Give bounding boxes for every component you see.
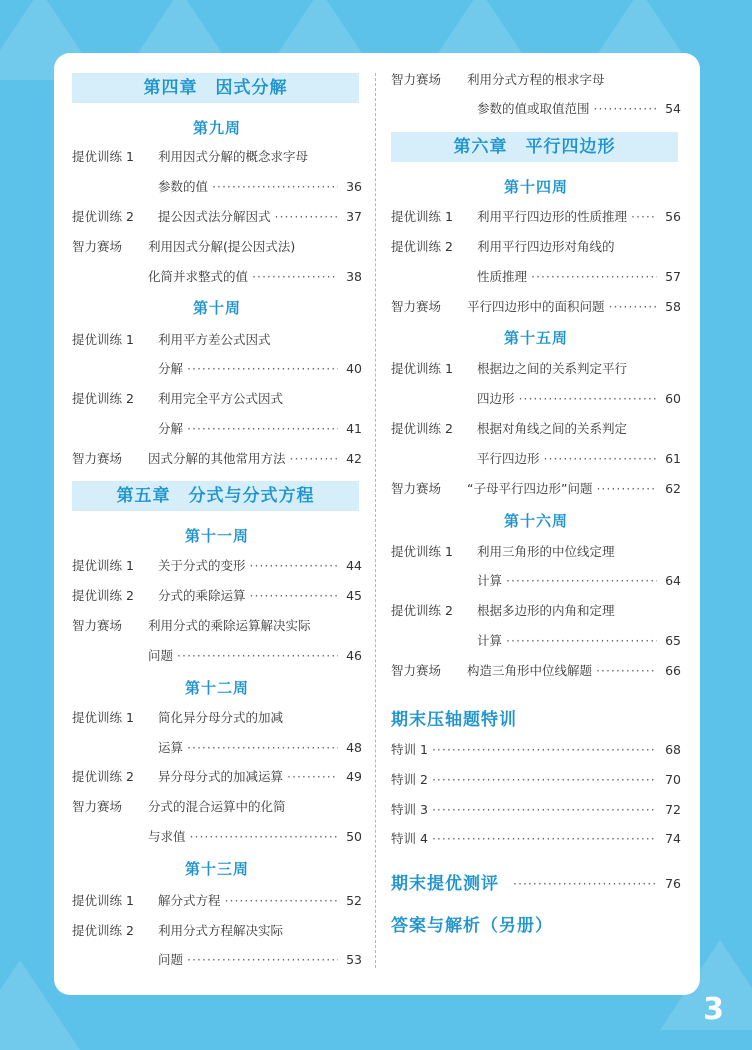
toc-entry-continued[interactable] <box>391 571 681 591</box>
entry-title-cont: 计算 <box>477 633 503 648</box>
toc-entry[interactable] <box>72 389 362 409</box>
leader-dots <box>544 449 657 469</box>
entry-title: 简化异分母分式的加减 <box>158 710 284 725</box>
leader-dots <box>531 267 657 287</box>
toc-entry-continued[interactable] <box>391 449 681 469</box>
toc-entry[interactable] <box>72 556 362 576</box>
entry-label: 提优训练 1 <box>72 710 134 725</box>
entry-title: 异分母分式的加减运算 <box>158 769 284 784</box>
page-number: 45 <box>346 588 362 603</box>
entry-label: 智力赛场 <box>72 618 123 633</box>
leader-dots <box>250 586 338 606</box>
entry-label: 智力赛场 <box>391 72 442 87</box>
entry-title: 利用因式分解(提公因式法) <box>148 239 296 254</box>
page-number: 68 <box>665 742 681 757</box>
entry-title: 利用分式的乘除运算解决实际 <box>148 618 311 633</box>
toc-entry[interactable] <box>72 207 362 227</box>
page-number: 53 <box>346 952 362 967</box>
entry-label: 提优训练 2 <box>72 209 134 224</box>
entry-label: 特训 2 <box>391 772 428 787</box>
final-exam-entry[interactable] <box>391 871 681 897</box>
leader-dots <box>596 479 657 499</box>
toc-entry-continued[interactable] <box>72 950 362 970</box>
final-exam-heading: 期末提优测评 <box>391 874 499 894</box>
entry-title: 利用三角形的中位线定理 <box>477 544 615 559</box>
toc-entry[interactable] <box>391 70 681 90</box>
page-number: 36 <box>346 179 362 194</box>
leader-dots <box>506 571 657 591</box>
leader-dots <box>432 800 657 820</box>
entry-title: 利用平行四边形的性质推理 <box>477 209 628 224</box>
chapter-5-heading[interactable]: 第五章 分式与分式方程 <box>72 481 359 511</box>
leader-dots <box>290 449 338 469</box>
toc-entry-continued[interactable] <box>72 419 362 439</box>
week-9-heading: 第九周 <box>192 119 241 137</box>
entry-title-cont: 参数的值或取值范围 <box>477 101 590 116</box>
toc-entry[interactable] <box>72 708 362 728</box>
entry-title: 分式的乘除运算 <box>158 588 246 603</box>
entry-label: 特训 3 <box>391 802 428 817</box>
toc-entry-continued[interactable] <box>72 738 362 758</box>
page-number: 48 <box>346 740 362 755</box>
toc-entry[interactable] <box>72 767 362 787</box>
entry-label: 提优训练 1 <box>72 558 134 573</box>
entry-label: 提优训练 2 <box>72 769 134 784</box>
training-entry[interactable] <box>391 740 681 760</box>
leader-dots <box>187 359 338 379</box>
entry-label: 提优训练 2 <box>391 239 453 254</box>
entry-label: 智力赛场 <box>391 481 442 496</box>
page-number: 50 <box>346 829 362 844</box>
entry-title: “子母平行四边形”问题 <box>467 481 593 496</box>
leader-dots <box>177 646 338 666</box>
page-number: 62 <box>665 481 681 496</box>
leader-dots <box>225 891 338 911</box>
leader-dots <box>609 297 657 317</box>
entry-label: 提优训练 1 <box>391 361 453 376</box>
entry-label: 提优训练 1 <box>72 893 134 908</box>
entry-label: 提优训练 2 <box>72 391 134 406</box>
leader-dots <box>432 829 657 849</box>
toc-entry[interactable] <box>72 921 362 941</box>
leader-dots <box>513 871 657 897</box>
toc-entry-continued[interactable] <box>391 99 681 119</box>
entry-title-cont: 平行四边形 <box>477 451 540 466</box>
page-number: 40 <box>346 361 362 376</box>
entry-title: 构造三角形中位线解题 <box>467 663 593 678</box>
page-number: 46 <box>346 648 362 663</box>
leader-dots <box>187 950 338 970</box>
toc-card <box>54 53 700 995</box>
toc-entry[interactable] <box>72 330 362 350</box>
toc-entry[interactable] <box>72 891 362 911</box>
toc-entry[interactable] <box>72 797 362 817</box>
entry-title-cont: 计算 <box>477 573 503 588</box>
entry-label: 提优训练 2 <box>72 588 134 603</box>
entry-title-cont: 性质推理 <box>477 269 528 284</box>
toc-entry[interactable] <box>72 586 362 606</box>
leader-dots <box>275 207 338 227</box>
entry-label: 智力赛场 <box>391 299 442 314</box>
training-entry[interactable] <box>391 800 681 820</box>
page-number: 42 <box>346 451 362 466</box>
entry-label: 特训 4 <box>391 831 428 846</box>
week-11-heading: 第十一周 <box>184 527 249 545</box>
entry-title: 利用平行四边形对角线的 <box>477 239 615 254</box>
toc-entry[interactable] <box>391 297 681 317</box>
page-number: 37 <box>346 209 362 224</box>
page-number: 70 <box>665 772 681 787</box>
leader-dots <box>187 419 338 439</box>
page-number: 52 <box>346 893 362 908</box>
toc-entry[interactable] <box>72 147 362 167</box>
training-entry[interactable] <box>391 770 681 790</box>
toc-entry-continued[interactable] <box>72 827 362 847</box>
entry-title: 平行四边形中的面积问题 <box>467 299 605 314</box>
column-divider <box>375 73 376 968</box>
week-12-heading: 第十二周 <box>184 679 249 697</box>
entry-title: 关于分式的变形 <box>158 558 246 573</box>
toc-entry[interactable] <box>391 237 681 257</box>
page-number: 64 <box>665 573 681 588</box>
page-number: 38 <box>346 269 362 284</box>
entry-title: 提公因式法分解因式 <box>158 209 271 224</box>
leader-dots <box>190 827 338 847</box>
entry-title-cont: 四边形 <box>477 391 515 406</box>
toc-entry-continued[interactable] <box>72 646 362 666</box>
entry-title: 利用分式方程的根求字母 <box>467 72 605 87</box>
entry-label: 提优训练 1 <box>72 149 134 164</box>
page-number: 41 <box>346 421 362 436</box>
toc-entry[interactable] <box>391 359 681 379</box>
toc-entry[interactable] <box>72 616 362 636</box>
entry-title: 根据多边形的内角和定理 <box>477 603 615 618</box>
entry-label: 提优训练 2 <box>391 421 453 436</box>
toc-entry-continued[interactable] <box>391 389 681 409</box>
entry-title-cont: 问题 <box>148 648 174 663</box>
entry-title: 利用因式分解的概念求字母 <box>158 149 309 164</box>
entry-label: 特训 1 <box>391 742 428 757</box>
toc-entry-continued[interactable] <box>391 631 681 651</box>
entry-title-cont: 问题 <box>158 952 184 967</box>
page-number: 65 <box>665 633 681 648</box>
toc-entry[interactable] <box>72 237 362 257</box>
page-number: 58 <box>665 299 681 314</box>
page-number: 56 <box>665 209 681 224</box>
week-13-heading: 第十三周 <box>184 860 249 878</box>
toc-entry[interactable] <box>391 207 681 227</box>
toc-entry-continued[interactable] <box>391 267 681 287</box>
entry-title-cont: 运算 <box>158 740 184 755</box>
week-15-heading: 第十五周 <box>503 329 568 347</box>
week-10-heading: 第十周 <box>192 299 241 317</box>
page-number: 60 <box>665 391 681 406</box>
entry-label: 智力赛场 <box>72 451 123 466</box>
leader-dots <box>506 631 657 651</box>
page-number: 76 <box>665 876 681 891</box>
page-number: 72 <box>665 802 681 817</box>
toc-entry[interactable] <box>391 601 681 621</box>
toc-entry-continued[interactable] <box>72 359 362 379</box>
entry-title: 利用平方差公式因式 <box>158 332 271 347</box>
week-14-heading: 第十四周 <box>503 178 568 196</box>
leader-dots <box>250 556 338 576</box>
chapter-4-heading[interactable]: 第四章 因式分解 <box>72 73 359 103</box>
page-number: 61 <box>665 451 681 466</box>
entry-title-cont: 参数的值 <box>158 179 209 194</box>
entry-title: 根据边之间的关系判定平行 <box>477 361 628 376</box>
page-number: 57 <box>665 269 681 284</box>
entry-label: 提优训练 1 <box>72 332 134 347</box>
toc-entry[interactable] <box>391 542 681 562</box>
entry-label: 提优训练 2 <box>391 603 453 618</box>
leader-dots <box>596 661 657 681</box>
leader-dots <box>594 99 657 119</box>
leader-dots <box>252 267 338 287</box>
entry-title-cont: 分解 <box>158 361 184 376</box>
leader-dots <box>432 770 657 790</box>
toc-entry[interactable] <box>72 449 362 469</box>
toc-entry[interactable] <box>391 479 681 499</box>
leader-dots <box>187 738 338 758</box>
page-number: 54 <box>665 101 681 116</box>
entry-label: 智力赛场 <box>72 799 123 814</box>
chapter-6-heading[interactable]: 第六章 平行四边形 <box>391 132 678 162</box>
entry-label: 提优训练 1 <box>391 209 453 224</box>
entry-title: 利用分式方程解决实际 <box>158 923 284 938</box>
entry-label: 提优训练 2 <box>72 923 134 938</box>
page-number: 49 <box>346 769 362 784</box>
entry-label: 提优训练 1 <box>391 544 453 559</box>
training-entry[interactable] <box>391 829 681 849</box>
entry-title-cont: 与求值 <box>148 829 186 844</box>
toc-entry[interactable] <box>391 419 681 439</box>
leader-dots <box>212 177 338 197</box>
entry-label: 智力赛场 <box>391 663 442 678</box>
toc-entry[interactable] <box>391 661 681 681</box>
entry-title: 根据对角线之间的关系判定 <box>477 421 628 436</box>
entry-title: 分式的混合运算中的化简 <box>148 799 286 814</box>
page-number: 44 <box>346 558 362 573</box>
entry-title: 解分式方程 <box>158 893 221 908</box>
entry-label: 智力赛场 <box>72 239 123 254</box>
leader-dots <box>287 767 338 787</box>
answers-heading[interactable]: 答案与解析（另册） <box>391 916 553 936</box>
page-number-badge: 3 <box>703 992 724 1027</box>
entry-title: 因式分解的其他常用方法 <box>148 451 286 466</box>
leader-dots <box>631 207 657 227</box>
entry-title-cont: 化简并求整式的值 <box>148 269 249 284</box>
page-number: 66 <box>665 663 681 678</box>
week-16-heading: 第十六周 <box>503 512 568 530</box>
entry-title: 利用完全平方公式因式 <box>158 391 284 406</box>
toc-entry-continued[interactable] <box>72 267 362 287</box>
entry-title-cont: 分解 <box>158 421 184 436</box>
page-number: 74 <box>665 831 681 846</box>
final-training-heading[interactable]: 期末压轴题特训 <box>391 710 517 730</box>
toc-entry-continued[interactable] <box>72 177 362 197</box>
leader-dots <box>519 389 657 409</box>
leader-dots <box>432 740 657 760</box>
